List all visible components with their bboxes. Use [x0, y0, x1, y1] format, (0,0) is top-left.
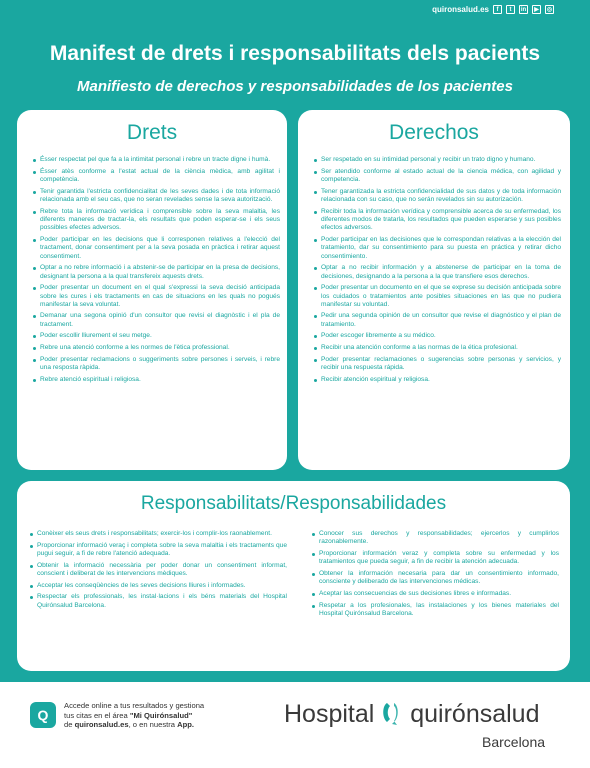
list-item: Respetar a los profesionales, las instalaciones y los bienes materiales del Hospital Quirónsalud Barcelona.: [319, 601, 559, 617]
twitter-icon[interactable]: t: [506, 5, 515, 14]
top-bar: [432, 0, 554, 18]
page-subtitle: Manifiesto de derechos y responsabilidades de los pacientes: [77, 78, 513, 95]
app-promo-line3: [64, 720, 239, 730]
drets-heading: Drets: [126, 121, 178, 144]
list-item: Poder escollir lliurement el seu metge.: [40, 332, 280, 340]
facebook-icon[interactable]: f: [493, 5, 502, 14]
app-promo-line3-mid: , o en nuestra: [128, 720, 178, 730]
page-title: Manifest de drets i responsabilitats dels pacients: [49, 42, 541, 65]
brand-hospital-text: Hospital: [284, 700, 375, 728]
mi-quironsalud-label: "Mi Quirónsalud": [129, 710, 193, 720]
list-item: Obtenir la informació necessària per poder donar un consentiment informat, conscient i deliberat de les intervencions mèdiques.: [37, 561, 287, 577]
app-promo-text: [64, 701, 239, 730]
list-item: Recibir toda la información verídica y comprensible acerca de su enfermedad, los diferentes modos de tratarla, los resultados que pueden esperarse y sus posibles efectos adversos.: [321, 207, 561, 232]
list-item: Ser respetado en su intimidad personal y recibir un trato digno y humano.: [321, 156, 561, 164]
drets-list: [40, 156, 280, 388]
list-item: Obtener la información necesaria para dar un consentimiento informado, consciente y deliberado de las intervenciones médicas.: [319, 569, 559, 586]
list-item: Proporcionar informació veraç i completa sobre la seva malaltia i els tractaments que pugui seguir, a fi de rebre l'atenció adequada.: [37, 541, 287, 557]
app-label[interactable]: App.: [177, 720, 195, 730]
list-item: Conèixer els seus drets i responsabilitats; exercir-los i complir-los raonablement.: [37, 530, 287, 538]
list-item: Proporcionar información veraz y completa sobre su enfermedad y los tratamientos que pueda seguir, a fin de recibir la atención adecuada.: [319, 549, 559, 566]
instagram-icon[interactable]: ◎: [546, 6, 553, 13]
app-icon[interactable]: Q: [30, 702, 56, 728]
quironsalud-logo-icon: [381, 700, 403, 726]
list-item: Ésser atès conforme a l'estat actual de la ciència mèdica, amb agilitat i competència.: [40, 167, 280, 183]
list-item: Recibir atención espiritual y religiosa.: [321, 376, 561, 384]
list-item: Poder participar en las decisiones que le correspondan relativas a la elección del tratamiento, dar su consentimiento para su puesta en práctica y retirar dicho consentimiento.: [321, 235, 561, 260]
list-item: Pedir una segunda opinión de un consultor que revise el diagnóstico y el plan de tratamiento.: [321, 312, 561, 328]
list-item: Ser atendido conforme al estado actual de la ciencia médica, con agilidad y competencia.: [321, 167, 561, 183]
footer: [0, 682, 590, 768]
list-item: Poder participar en les decisions que li corresponen relatives a l'elecció del tractament, donar consentiment per a la seva posada en pràctica i retirar aquest consentiment.: [40, 235, 280, 260]
app-promo-line3-pre: de: [64, 720, 75, 730]
list-item: Tenir garantida l'estricta confidencialitat de les seves dades i de tota informació relacionada amb el seu cas, que no seran revelades sense la seva autorització.: [40, 187, 280, 203]
brand-quironsalud-text: quirónsalud: [410, 700, 540, 728]
site-link[interactable]: quironsalud.es: [432, 4, 489, 14]
app-promo-line2: [64, 711, 239, 721]
responsabilitats-box: [17, 481, 570, 671]
list-item: Poder presentar un document en el qual s'expressi la seva decisió anticipada sobre les cures i els tractaments en cas de situacions en les quals no pogués manifestar la seva voluntat.: [40, 284, 280, 308]
derechos-heading: Derechos: [389, 121, 479, 144]
list-item: Poder presentar un documento en el que se exprese su decisión anticipada sobre los cuidados o tratamientos ante posibles situaciones en las que no pudiera manifestar su voluntad.: [321, 284, 561, 308]
list-item: Aceptar las consecuencias de sus decisiones libres e informadas.: [319, 590, 559, 598]
derechos-box: [298, 110, 570, 470]
list-item: Demanar una segona opinió d'un consultor que revisi el diagnòstic i el pla de tractament.: [40, 312, 280, 328]
responsabilitats-heading: Responsabilitats/Responsabilidades: [140, 493, 447, 514]
linkedin-icon[interactable]: in: [520, 6, 527, 13]
list-item: Optar a no recibir información y a abstenerse de participar en la toma de decisiones, designando a la persona a la que transfiere esos derechos.: [321, 264, 561, 280]
site-name[interactable]: quironsalud.es: [74, 720, 129, 730]
list-item: Poder escoger libremente a su médico.: [321, 332, 561, 340]
list-item: Rebre una atenció conforme a les normes de l'ètica professional.: [40, 344, 280, 352]
derechos-list: [321, 156, 561, 388]
list-item: Poder presentar reclamacions o suggeriments sobre persones i serveis, i rebre una resposta ràpida.: [40, 355, 280, 372]
app-promo-line2-text: tus citas en el área: [64, 710, 130, 720]
list-item: Ésser respectat pel que fa a la intimitat personal i rebre un tracte digne i humà.: [40, 156, 280, 164]
list-item: Respectar els professionals, les instal·lacions i els béns materials del Hospital Quirónsalud Barcelona.: [37, 593, 287, 609]
youtube-icon[interactable]: ▶: [532, 5, 541, 14]
app-promo-line1: Accede online a tus resultados y gestiona: [64, 701, 205, 710]
list-item: Rebre tota la informació verídica i comprensible sobre la seva malaltia, les diferents maneres de tractar-la, els resultats que poden esperar-se i els seus possibles efectes adversos.: [40, 207, 280, 232]
drets-box: [17, 110, 287, 470]
list-item: Poder presentar reclamaciones o sugerencias sobre personas y servicios, y recibir una respuesta rápida.: [321, 355, 561, 372]
list-item: Acceptar les conseqüències de les seves decisions lliures i informades.: [37, 582, 287, 590]
list-item: Recibir una atención conforme a las normas de la ética profesional.: [321, 344, 561, 352]
brand-city: Barcelona: [482, 734, 546, 750]
list-item: Optar a no rebre informació i a abstenir-se de participar en la presa de decisions, designant la persona a la qual transfereix aquests drets.: [40, 264, 280, 280]
list-item: Conocer sus derechos y responsabilidades; ejercerlos y cumplirlos razonablemente.: [319, 530, 559, 546]
responsabilitats-list-ca: [37, 530, 287, 613]
hospital-logo: [284, 700, 540, 729]
list-item: Rebre atenció espiritual i religiosa.: [40, 376, 280, 384]
responsabilitats-list-es: [319, 530, 559, 622]
list-item: Tener garantizada la estricta confidencialidad de sus datos y de toda información relacionada con su caso, que no serán revelados sin su autorización.: [321, 187, 561, 203]
